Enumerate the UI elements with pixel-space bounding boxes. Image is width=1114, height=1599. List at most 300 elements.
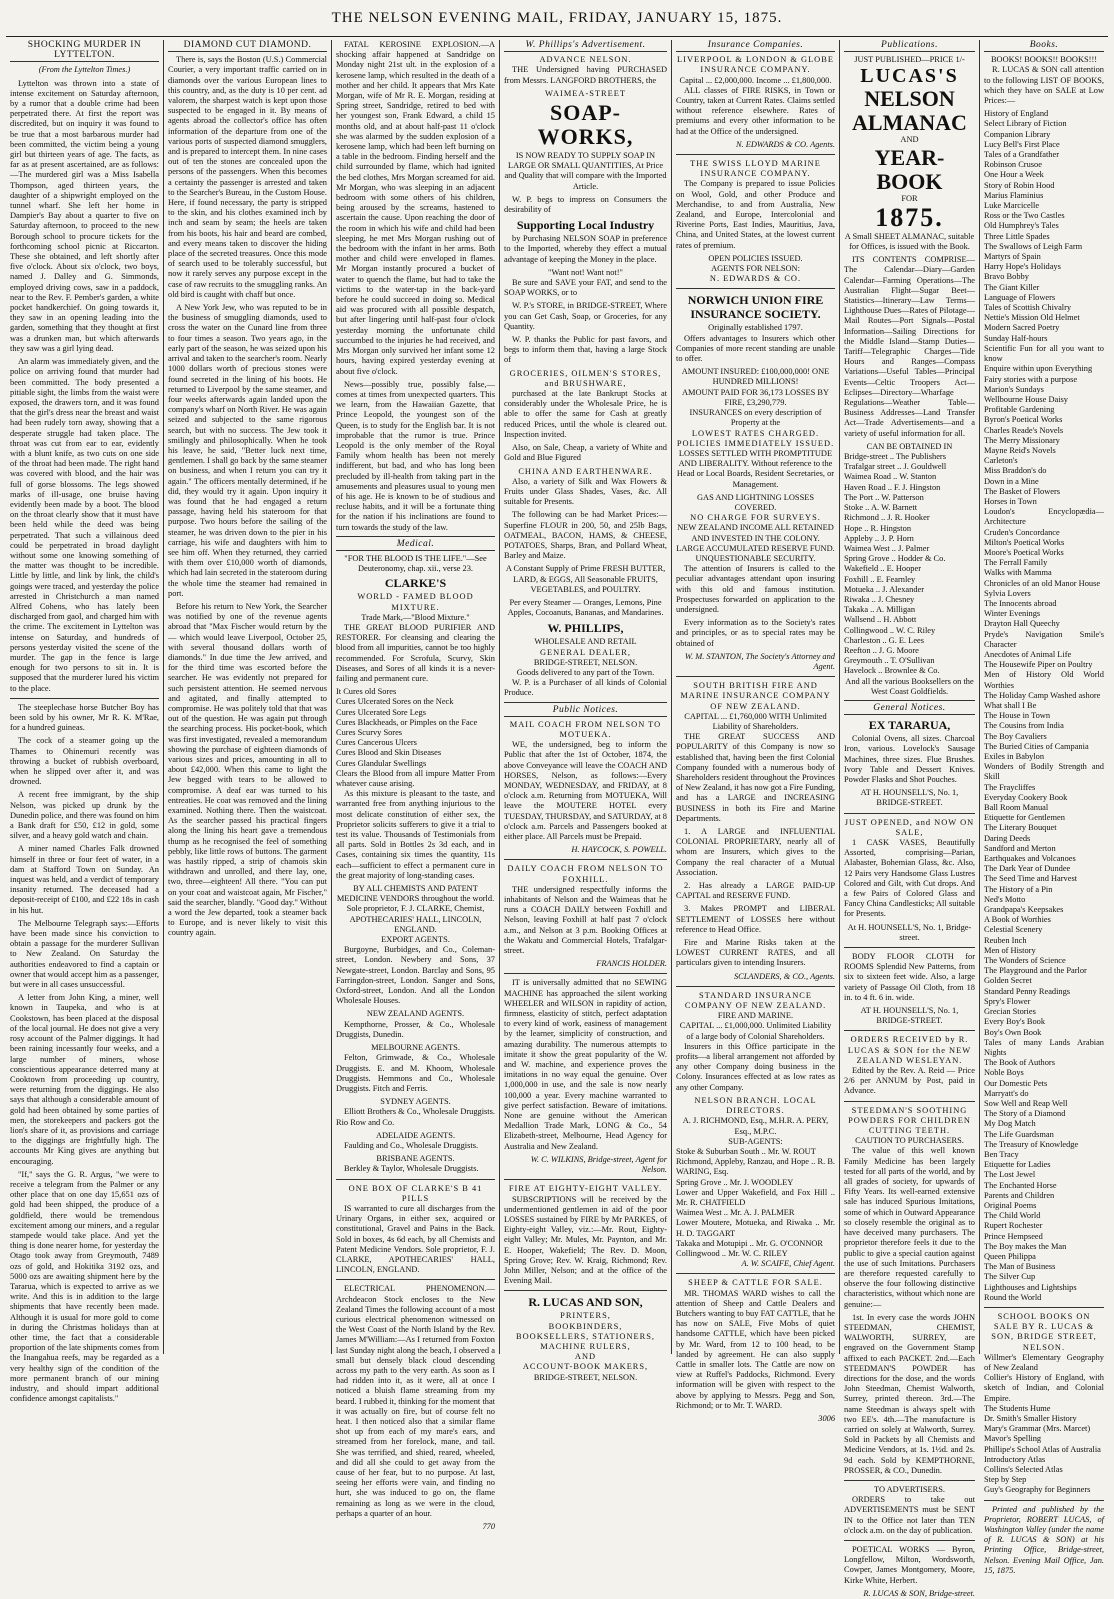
books-list (984, 109, 1104, 1303)
advertisers-text: ORDERS to take out ADVERTISEMENTS must be SENT IN to the Office not later than TEN o'clock a.m. on the day of publication. (844, 1495, 975, 1535)
book-title: The Book of Authors (984, 1058, 1055, 1068)
body-text: BODY FLOOR CLOTH for ROOMS Splendid New Patterns, from six to sixteen feet wide. Also, a large variety of Passage Oil Cloth, from 18 in. to 4 ft. 6 in. wide. (844, 952, 975, 1002)
book-title: Sunday Half-hours (984, 333, 1048, 343)
book-title: Etiquette for Ladies (984, 1160, 1051, 1170)
divider (844, 813, 975, 814)
bridge-street: BRIDGE-STREET, NELSON. (533, 657, 638, 667)
daily-coach-text: THE undersigned respectfully informs the inhabitants of Nelson and the Waimeas that he runs a COACH DAILY between Foxhill and Nelson, leaving Foxhill at half past 7 o'clock a.m., and Nelson at 3 p.m. Booking Offices at the Wakatu and Commercial Hotels, Trafalgar-street. (504, 884, 667, 956)
book-title: Men of History Old World Worthies (984, 670, 1104, 690)
policies-issued: POLICIES IMMEDIATELY ISSUED. (676, 438, 835, 448)
book-title: Our Domestic Pets (984, 1078, 1048, 1088)
book-title: The Fraycliffes (984, 782, 1036, 792)
nz-income: NEW ZEALAND INCOME ALL RETAINED AND INVESTED IN THE COLONY. (677, 523, 834, 543)
book-title: Dr. Smith's Smaller History (984, 1414, 1077, 1424)
liverpool-text: ALL classes of FIRE RISKS, in Town or Country, taken at Current Rates. Claims settled without reference elsewhere. Rates of premiums and every other information to be had at the Office of the undersigned. (676, 85, 835, 136)
cure-item: Cures Blackheads, or Pimples on the Face (336, 717, 478, 727)
divider (984, 1307, 1104, 1308)
publications-heading: Publications. (844, 40, 975, 52)
brisbane-heading: BRISBANE AGENTS. (376, 1154, 455, 1164)
poetical-text: POETICAL WORKS — Byron, Longfellow, Milton, Wordsworth, Cowper, James Montgomery, Moore, Kirke White, Herbert. (844, 1544, 975, 1585)
fire-title: FIRE AT EIGHTY-EIGHT VALLEY. (508, 1184, 663, 1194)
cure-item: It Cures old Sores (336, 687, 397, 697)
book-title: Bravo Bobby (984, 272, 1029, 282)
sewing-sign: W. C. WILKINS, Bridge-street, Agent for Nelson. (530, 1154, 667, 1175)
just-published: JUST PUBLISHED—PRICE 1/- (854, 55, 965, 65)
book-title: Moore's Poetical Works (984, 547, 1064, 557)
book-title: Anecdotes of Animal Life (984, 649, 1072, 659)
bookbinders: BOOKBINDERS, (548, 1321, 623, 1331)
constant-text: A Constant Supply of Prime FRESH BUTTER, LARD, & EGGS, All Seasonable FRUITS, VEGETABLES, and POULTRY. (505, 564, 666, 594)
book-title: The Lost Jewel (984, 1170, 1036, 1180)
kerosine-para: FATAL KEROSINE EXPLOSION.—A shocking affair happened at Sandridge on Monday night 21st ult. in the explosion of a kerosene lamp, which resulted in the death of a mother and her child. It appears that Mrs Kate Morgan, wife of Mr R. E. Morgan, residing at Spring street, Sandridge, retired to bed with her youngest son, Frank Edward, a child 15 months old, and at about half-past 11 o'clock she was alarmed by the sudden explosion of a kerosene lamp, which had been left burning on a table in the bedroom. Finding herself and the child surrounded by flame, which had ignited the bed clothes, Mrs Morgan screamed for aid. Mr Morgan, who was sleeping in an adjacent bedroom with some others of his children, being aroused by the screams, hastened to ascertain the cause. Upon reaching the door of the room in which his wife and child had been sleeping, he met Mrs Morgan rushing out of the bedroom with the infant in her arms. Both mother and child were enveloped in flames. Mr Morgan instantly procured a bucket of water to quench the flame, but had to take the victims to the water-tap in the back-yard before he could succeed in doing so. Medical aid was procured with all possible despatch, but after lingering until half-past four o'clock yesterday morning the unfortunate child succumbed to the injuries he had received, and Mrs Morgan only survived her infant some 12 hours, having expired yesterday evening at about five o'clock. (336, 40, 495, 376)
trademark: Trade Mark,—"Blood Mixture." (361, 612, 470, 622)
book-title: Nettie's Mission Old Helmet (984, 313, 1080, 323)
cure-item: Cures Ulcerated Sore Legs (336, 707, 426, 717)
divider (844, 1101, 975, 1102)
south-list-3: 3. Makes PROMPT and LIBERAL SETTLEMENT of LOSSES here without reference to Head Office. (676, 904, 835, 934)
book-title: Guy's Geography for Beginners (984, 1485, 1091, 1495)
nelson-branch: NELSON BRANCH. LOCAL DIRECTORS. (694, 1095, 817, 1116)
south-text: THE GREAT SUCCESS AND POPULARITY of this Company is now so established that, having been the first Colonial Company founded with a numerous body of Shareholders resident throughout the Provinces of New Zealand, it has now got a Fire Funding, and has a LARGE and INCREASING BUSINESS in both its Fire and Marine Departments. (676, 732, 835, 823)
hounsell-2: At H. HOUNSELL'S, No. 1, Bridge-street. (847, 922, 972, 942)
books-heading: Books. (984, 40, 1104, 52)
book-title: Tales of a Grandfather (984, 150, 1059, 160)
book-title: The Holiday Camp Washed ashore (984, 690, 1101, 700)
book-title: The Silver Cup (984, 1272, 1036, 1282)
book-title: The Boy makes the Man (984, 1241, 1067, 1251)
agent-row: Waimea West .. J. Palmer (844, 543, 930, 553)
book-title: Wonders of Bodily Strength and Skill (984, 762, 1104, 782)
just-opened: JUST OPENED, and NOW ON SALE, (844, 817, 975, 837)
book-title: Queen Philippa (984, 1251, 1036, 1261)
lowest-text: The following can be had Market Prices:—Superfine FLOUR in 200, 50, and 25lb Bags, OATMEAL, BACON, HAMS, & CHEESE, POTATOES, Sharps, Bran, and Pollard Wheat, Barley and Maize. (504, 510, 667, 561)
cure-item: Cures Blood and Skin Diseases (336, 748, 442, 758)
sheep-text: MR. THOMAS WARD wishes to call the attention of Sheep and Cattle Dealers and Butchers wanting to buy FAT CATTLE, that he has now on SALE, Five Mobs of quiet handsome CATTLE, which have been picked by Mr. Ward, from 12 to 100 head, to be landed by agreement. He can also supply Cattle in smaller lots. The Cattle are now on view at Ruffel's Paddocks, Richmond. Every information will be given with respect to the above by applying to Messrs. Pegg and Son, Richmond; or to Mr. T. WARD. (676, 1288, 835, 1410)
book-title: Tales of Scottish Chivalry (984, 303, 1072, 313)
orders: ORDERS RECEIVED by R. LUCAS & SON for the NEW ZEALAND WESLEYAN. (847, 1035, 972, 1065)
insurance-heading: Insurance Companies. (676, 40, 835, 52)
attention-text: The attention of Insurers is called to the peculiar advantages attendant upon insuring with this old and famous institution. Prospectuses forwarded on application to the undersigned. (676, 564, 835, 614)
book-title: History of England (984, 109, 1049, 119)
blood-quote: "FOR THE BLOOD IS THE LIFE."—See Deuteronomy, chap. xii., verse 23. (344, 553, 487, 574)
school-books-heading: SCHOOL BOOKS ON SALE BY R. LUCAS & SON, BRIDGE STREET, NELSON. (991, 1311, 1097, 1352)
book-title: The Life Guardsman (984, 1129, 1054, 1139)
book-title: The History of a Pin (984, 884, 1053, 894)
book-title: The Story of a Diamond (984, 1109, 1066, 1119)
book-title: Chronicles of an old Manor House (984, 578, 1101, 588)
account-book: ACCOUNT-BOOK MAKERS, (522, 1362, 649, 1372)
book-title: The Literary Bouquet (984, 823, 1057, 833)
daily-coach-title: DAILY COACH FROM NELSON TO FOXHILL. (507, 864, 664, 884)
adelaide-text: Faulding and Co., Wholesale Druggists. (344, 1140, 479, 1150)
book-title: One Hour a Week (984, 170, 1044, 180)
book-title: Etiquette for Gentlemen (984, 813, 1065, 823)
sub-agent: Lower and Upper Wakefield, and Fox Hill .. Mr. R. CHATFIELD (676, 1187, 835, 1207)
contents-text: ITS CONTENTS COMPRISE—The Calendar—Diary—Garden Calendar—Farming Operations—The Australian Flight—Sugar Beet—Statistics—Itinerary—Law Terms—Lighthouse Dues—Rates of Pilotage—Mail Routes—Port Signals—Postal Information—Sailing Directions for the Middle Island—Stamp Duties—Tariff—Telegraphic Charges—Tide Hours and Ranges—Compass Variations—Useful Tables—Principal Events—Celtic Troopers Act—Eclipses—Directory—Wharfage Regulations—Weather Table—Business Addresses—Land Transfer Act—Trade Advertisements—and a variety of useful information for all. (844, 255, 975, 438)
norwich-text: Offers advantages to Insurers which other Companies of more recent standing are unable to offer. (676, 333, 835, 364)
news-item-3: A recent free immigrant, by the ship Nelson, was picked up drunk by the Dunedin police, and there was found on him a Bank draft for £50, £12 in gold, some silver, and a heavy gold watch and chain. (10, 790, 159, 841)
sheep-title: SHEEP & CATTLE FOR SALE. (688, 1278, 823, 1288)
book-title: Wellbourne House Daisy (984, 394, 1068, 404)
divider (984, 1500, 1104, 1501)
advance-nelson: ADVANCE NELSON. (539, 55, 632, 65)
hounsell-3: AT H. HOUNSELL'S, No. 1, BRIDGE-STREET. (860, 1006, 959, 1026)
book-title: Story of Robin Hood (984, 180, 1055, 190)
book-title: The Seed Time and Harvest (984, 874, 1078, 884)
groceries: GROCERIES, OILMEN'S STORES, and BRUSHWARE, (509, 368, 662, 388)
caution-tail: 1st. In every case the words JOHN STEEDMAN, CHEMIST, WALWORTH, SURREY, are engraved on the Government Stamp affixed to each PACKET. 2nd.—Each STEEDMAN'S POWDER has directions for the dose, and the words John Steedman, Chemist Walworth, Surrey, printed thereon. 3rd.—The name Steedman is always spelt with two EE's. 4th.—The manufacture is carried on solely at Walworth, Surrey. Sold in Packets by all Chemists and Medicine Vendors, at 1s. 1½d. and 2s. 9d each. Sold by KEMPTHORNE, PROSSER, & CO., Dunedin. (844, 1312, 975, 1475)
purchased-text: purchased at the late Bankrupt Stocks at considerably under the Wholesale Price, he is able to offer the same for Cash at greatly reduced Prices, until the whole is cleared out. Inspection invited. (504, 389, 667, 439)
book-title: Scientific Fun for all you want to know (984, 343, 1104, 364)
divider (844, 1540, 975, 1541)
fire-text: SUBSCRIPTIONS will be received by the undermentioned gentlemen in aid of the poor LOSSES sustained by FIRE by Mr PARKES, of Eighty-eight Valley, viz.:—Mr. Rout, Eighty-eight Valley; Mr. Mules, Mr. Paynton, and Mr. E. Hooper, Wakefield; The Rev. D. Moon, Spring Grove; Rev. W. Kraig, Richmond; Rev. John Miller, Nelson; and at the office of the Evening Mail. (504, 1194, 667, 1286)
book-title: Robinson Crusoe (984, 160, 1042, 170)
pills-heading: ONE BOX OF CLARKE'S B 41 PILLS (348, 1183, 483, 1203)
china: CHINA AND EARTHENWARE. (518, 466, 653, 476)
book-title: Every Boy's Book (984, 1017, 1046, 1027)
year-1875: 1875. (875, 202, 944, 232)
adelaide-heading: ADELAIDE AGENTS. (375, 1130, 456, 1140)
book-title: Lighthouses and Lightships (984, 1282, 1077, 1292)
norwich-established: Originally established 1797. (708, 323, 803, 333)
book-title: Men of History (984, 945, 1036, 955)
general-dealer: GENERAL DEALER, (540, 647, 631, 657)
sub-agent: Spring Grove .. Mr. J. WOODLEY (676, 1177, 794, 1187)
book-title: The Students Hume (984, 1403, 1051, 1413)
columns (6, 40, 1108, 1598)
divider (676, 288, 835, 289)
wholesale: WHOLESALE AND RETAIL (534, 637, 637, 647)
book-title: Daring Deeds (984, 833, 1031, 843)
book-title: Ball Room Manual (984, 803, 1049, 813)
agent-row: The Port .. W. Patterson (844, 492, 924, 502)
standard-fm: FIRE AND MARINE. (717, 1011, 794, 1021)
proprietor: Sole proprietor, F. J. CLARKE, Chemist, APOTHECARIES' HALL, LINCOLN, ENGLAND. (346, 904, 485, 934)
diamond-para-3: Before his return to New York, the Searcher was notified by one of the revenue agents abroad that "Max Fischer would return by the — which would leave Liverpool, October 25, with several thousand dollars worth of diamonds." In due time the Jew arrived, and for the third time was escorted before the searcher. He was evidently not prepared for such persistent attention. He seemed nervous and agitated, and finally attempted to compromise. He was politely told that that was out of the question. He was again put through the searching process. His pocket-book, which was first investigated, revealed a memorandum showing the purchase of eighteen diamonds of various sizes and prices, amounting in all to about £42,000. When this came to light the Jew begged with tears to be allowed to compromise. A deaf ear was turned to his entreaties. He coat was removed and the lining examined. Nothing there. Then the waistcoat. As the searcher passed his practical fingers along the lining his heart gave a tremendous thump as he recognised the feel of something pebbly, like little rows of buttons. The garment was hastily ripped, a strip of chamois skin withdrawn and unrolled, and there lay, one, two, three—eighteen! All there. "You can put on your coat and waistcoat again, Mr Fischer," said the searcher, blandly. "Good day." Without a word the Jew departed, took a steamer back to Europe, and is never likely to visit this country again. (168, 601, 327, 938)
liverpool-title: LIVERPOOL & LONDON & GLOBE INSURANCE COMPANY. (677, 55, 834, 75)
book-title: Tales of many Lands Arabian Nights (984, 1037, 1104, 1057)
mail-coach-sign: H. HAYCOCK, S. POWELL. (571, 845, 667, 855)
book-title: The Man of Business (984, 1262, 1056, 1272)
column-1 (6, 40, 164, 1404)
wp-name: W. PHILLIPS, (547, 621, 624, 636)
divider (676, 986, 835, 987)
mail-coach-title: MAIL COACH FROM NELSON TO MOTUEKA. (509, 719, 662, 739)
sydney-heading: SYDNEY AGENTS. (380, 1097, 451, 1107)
agent-row: Appleby .. J. P. Horn (844, 533, 914, 543)
book-title: Winter Evenings (984, 609, 1041, 619)
agent-row: Collingwood .. W. C. Riley (844, 625, 936, 635)
book-title: Byron's Poetical Works (984, 415, 1063, 425)
news-item-7: "If," says the G. R. Argus, "we were to receive a telegram from the Palmer or any other place that on one day 15,651 ozs of gold had been shipped, the produce of a goldfield, there would be tremendous excitement among our miners, and a regular stampede would take place. And yet the thing is done nearer home, for yesterday the Otago took away from Greymouth, 7489 ozs of gold, and Hokitika 3192 ozs, and 5000 ozs are awaiting shipment here by the Tararua, which is expected to arrive as we write. And this is in addition to the large shipments that have recently been made. Although it is usual for more gold to come in during the Christmas holidays than at other time, the fact that a considerable proportion of the late shipments comes from the Inangahua reefs, may be regarded as a very healthy sign of the condition of the more permanent branch of our mining industry, and should impart additional confidence amongst capitalists." (10, 1169, 159, 1404)
cure-item: Cures Cancerous Ulcers (336, 738, 417, 748)
book-title: Grandpapa's Keepsakes (984, 905, 1064, 915)
book-title: Miss Braddon's do (984, 466, 1047, 476)
sub-agent: Stoke & Suburban South .. Mr. W. ROUT (676, 1146, 816, 1156)
nz-agents-heading: NEW ZEALAND AGENTS. (366, 1009, 465, 1019)
sydney-text: Elliott Brothers & Co., Wholesale Druggists. Rio Row and Co. (336, 1107, 495, 1127)
sub-agent: Lower Moutere, Motueka, and Riwaka .. Mr. H. D. TAGGART (676, 1218, 835, 1238)
book-title: Prince Hempseed (984, 1231, 1043, 1241)
agent-row: Hope .. R. Hingston (844, 523, 911, 533)
column-3 (332, 40, 500, 1532)
folio: 770 (482, 1522, 495, 1532)
agent-row: Reefton .. J. G. Moore (844, 645, 919, 655)
nz-agents-text: Kempthorne, Prosser, & Co., Wholesale Druggists, Dunedin. (336, 1019, 495, 1039)
security: UNQUESTIONABLE SECURITY. (695, 553, 816, 563)
colonial-text: W. P. is a Purchaser of all kinds of Colonial Produce. (504, 678, 667, 698)
sub-agents-heading: SUB-AGENTS: (728, 1136, 783, 1146)
book-title: Sylvia Lovers (984, 588, 1031, 598)
liverpool-capital: Capital ... £2,000,000. Income ... £1,800,000. (679, 75, 832, 85)
book-title: Old Humphrey's Tales (984, 221, 1059, 231)
book-title: Earthquakes and Volcanoes (984, 854, 1076, 864)
steedman: STEEDMAN'S SOOTHING POWDERS FOR CHILDREN CUTTING TEETH. (848, 1105, 971, 1136)
book-title: The Ferrall Family (984, 558, 1048, 568)
sub-agent: Takaka and Motupipi .. Mr. G. O'CONNOR (676, 1238, 824, 1248)
export-text: Burgoyne, Burbidges, and Co., Coleman-street, London. Newbery and Sons, 37 Newgate-street, London. Barclay and Sons, 95 Farringdon-street, London. Sanger and Sons, Oxford-street, London. And all the London Wholesale Houses. (336, 945, 495, 1006)
book-title: Marion's Sundays (984, 384, 1044, 394)
book-title: Profitable Gardening (984, 405, 1055, 415)
lucas-printers-name: R. LUCAS AND SON, (528, 1295, 643, 1310)
agent-row: Takaka .. A. Milligan (844, 605, 916, 615)
book-title: The Treasury of Knowledge (984, 1139, 1079, 1149)
column-6 (840, 40, 980, 1598)
amount-insured: AMOUNT INSURED: £100,000,000! ONE HUNDRED MILLIONS! (681, 367, 830, 387)
column-2 (164, 40, 332, 1354)
masthead-rule (6, 36, 1108, 37)
divider (504, 1179, 667, 1180)
book-title: The Swallows of Leigh Farm (984, 241, 1083, 251)
cure-item: Cures Scurvy Sores (336, 728, 403, 737)
amount-paid: AMOUNT PAID FOR 36,173 LOSSES BY FIRE, £3,290,779. (681, 387, 830, 407)
divider (504, 973, 667, 974)
undersigned: THE Undersigned having PURCHASED from Messrs. LANGFORD BROTHERS, the (504, 65, 667, 85)
edwards-name: N. EDWARDS & CO. (709, 274, 802, 284)
books-line: BOOKS! BOOKS!! BOOKS!!! (990, 55, 1098, 65)
book-title: Celestial Scenery (984, 925, 1043, 935)
book-title: The Buried Cities of Campania (984, 741, 1089, 751)
book-title: Ned's Motto (984, 894, 1026, 904)
divider (336, 1279, 495, 1280)
mail-coach-text: WE, the undersigned, beg to inform the Public that after the 1st of October, 1874, the above Conveyance will leave the COACH AND HORSES, Nelson, as follows:—Every MONDAY, WEDNESDAY, and FRIDAY, at 8 o'clock a.m. Returning from MOTUEKA, Will leave the MOUTERE HOTEL every TUESDAY, THURSDAY, and SATURDAY, at 8 o'clock a.m. Parcels and Passengers booked at either place. All Parcels must be Prepaid. (504, 740, 667, 841)
and-word: AND (900, 135, 919, 145)
caution-heading: CAUTION TO PURCHASERS. (855, 1136, 964, 1146)
directors: A. J. RICHMOND, Esq., M.H.R. A. PERY, Esq., M.P.C. (682, 1116, 829, 1136)
cure-item: Clears the Blood from all impure Matter From whatever cause arising. (336, 768, 495, 789)
edwards-agents: N. EDWARDS & CO. Agents. (735, 139, 835, 149)
book-title: Spry's Flower (984, 996, 1031, 1006)
book-title: Luke Marcicelle (984, 201, 1040, 211)
silk-text: Also, a variety of Silk and Wax Flowers & Fruits under Glass Shades, Vases, &c. All suitable for Presents. (504, 476, 667, 507)
ex-tararua: EX TARARUA, (868, 718, 951, 733)
ex-text: Colonial Ovens, all sizes. Charcoal Iron, various. Lovelock's Sausage Machines, three sizes. Flue Brushes. Ivory Table and Dessert Knives. Powder Flasks and Shot Pouches. (844, 734, 975, 784)
lowest-rates: LOWEST RATES CHARGED. (691, 428, 820, 438)
book-title: My Dog Match (984, 1119, 1036, 1129)
fire-marine-text: Fire and Marine Risks taken at the LOWEST CURRENT RATES, and all particulars given to intending Insurers. (676, 938, 835, 968)
book-title: Martyrs of Spain (984, 252, 1041, 262)
sold-by: BY ALL CHEMISTS AND PATENT MEDICINE VENDORS throughout the world. (336, 884, 495, 904)
booksellers: BOOKSELLERS, STATIONERS, (516, 1331, 655, 1341)
book-title: The Cousins from India (984, 721, 1064, 731)
sclanders-sign: SCLANDERS, & CO., Agents. (733, 971, 835, 981)
public-notices-heading: Public Notices. (504, 702, 667, 717)
agent-row: Spring Grove .. Hodder & Co. (844, 554, 946, 564)
book-title: Step by Step (984, 1475, 1027, 1485)
store-text: W. P.'s STORE, in BRIDGE-STREET, Where you can Get Cash, Soap, or Groceries, for any Quantity. (504, 301, 667, 331)
book-title: What shall I Be (984, 701, 1037, 710)
norwich-title: NORWICH UNION FIRE INSURANCE SOCIETY. (687, 293, 824, 322)
goods-delivered: Goods delivered to any part of the Town. (516, 667, 655, 677)
book-title: Carleton's (984, 456, 1018, 466)
lucas-books-text: R. LUCAS & SON call attention to the following LIST OF BOOKS, which they have on SALE at Low Prices:— (984, 65, 1104, 106)
agent-row: Greymouth .. T. O'Sullivan (844, 656, 935, 666)
book-title: Marius Flaminius (984, 190, 1044, 200)
sub-agent: Collingwood .. Mr. W. C. RILEY (676, 1248, 788, 1258)
sure-text: Be sure and SAVE your FAT, and send to the SOAP WORKS, or to (504, 278, 667, 298)
clarke-title: CLARKE'S (384, 576, 447, 591)
purifier-text: THE GREAT BLOOD PURIFIER AND RESTORER. For cleansing and clearing the blood from all impurities, cannot be too highly recommended. For Scrofula, Scurvy, Skin Diseases, and Sores of all kinds it is a never-failing and permanent cure. (336, 622, 495, 683)
column-4 (500, 40, 672, 1382)
and-word: AND (574, 1352, 597, 1362)
book-title: Lucy Bell's First Place (984, 139, 1060, 149)
melb-text: Felton, Grimwade, & Co., Wholesale Druggists. E. and M. Khoom, Wholesale Druggists. Hemmons and Co., Wholesale Druggists. Fitch and Ferris. (336, 1053, 495, 1093)
murder-heading: SHOCKING MURDER IN LYTTELTON. (10, 40, 159, 62)
book-title: The Boy Cavaliers (984, 731, 1047, 741)
book-title: Introductory Atlas (984, 1454, 1046, 1464)
agent-row: Wakefield .. E. Hooper (844, 564, 921, 574)
reserve-fund: LARGE ACCUMULATED RESERVE FUND. (676, 543, 835, 553)
diamond-para-2: A New York Jew, who was reputed to be in the business of smuggling diamonds, used to cross the water on the Cunard line from three to four times a season. Two years ago, in the early part of the season, he was seized upon his arrival and taken to the searcher's room. Nearly 1000 dollars worth of precious stones were found secreted in the lining of his boots. He returned to Liverpool by the same steamer, and four weeks afterwards again landed upon the company's wharf on North River. He was again seized and subjected to the same rigorous search, but with no success. The Jew took it smilingly and philosophically. When he took his leave, he said, "Better luck next time, gentlemen. I shall go back by the same steamer on business, and when I return you can try it again." The officers mentally determined, if he did, they would try it again. Upon inquiry it was found that he had engaged a return passage, having held his stateroom for that purpose. Two hours before the sailing of the steamer, he was driven down to the pier in his carriage, his wife and daughters with him to see him off. When they returned, they carried with them over £10,000 worth of diamonds, which had lain secreted in the stateroom during the whole time the steamer had remained in port. (168, 303, 327, 598)
losses-text: LOSSES SETTLED WITH PROMPTITUDE AND LIBERALITY. Without reference to the Head or Local Boards, Resident Secretaries, or Management. (676, 448, 835, 489)
agent-row: Haven Road .. F. J. Hingston (844, 482, 941, 492)
book-title: Modern Sacred Poetry (984, 323, 1060, 333)
no-charge: NO CHARGE FOR SURVEYS. (690, 513, 821, 523)
printers: PRINTERS, (560, 1311, 611, 1321)
brisbane-text: Berkley & Taylor, Wholesale Druggists. (344, 1164, 479, 1174)
school-books-list (984, 1353, 1104, 1496)
agents-list (844, 452, 975, 676)
supporting-title: Supporting Local Industry (516, 218, 655, 233)
diamond-heading: DIAMOND CUT DIAMOND. (168, 40, 327, 52)
book-title: Boy's Own Book (984, 1027, 1042, 1037)
book-title: Mayne Reid's Novels (984, 445, 1056, 455)
divider (844, 947, 975, 948)
obtained-heading: CAN BE OBTAINED IN (866, 441, 953, 451)
book-title: Sow Well and Reap Well (984, 1098, 1068, 1108)
begs-text: W. P. begs to impress on Consumers the desirability of (504, 194, 667, 215)
murder-para-2: An alarm was immediately given, and the police on arriving found that murder had been committed. The body presented a pitiable sight, the limbs from the waist were exposed, the drawers torn, and it was found that the girl's dress near the breast and waist had been rudely torn away, showing that a desperate struggle had taken place. The throat was cut from ear to ear, evidently with a blunt knife, as two cuts on one side of the throat had been made. The right hand was covered with blood, and the hair was full of gorse blossoms. The legs showed marks of ill-usage, one bruise having evidently been made by a boot. The blood on the throat clearly show that it must have been held while the deed was being perpetrated. That such a villainous deed could be perpetrated in broad daylight without some one knowing something of the matter was thought to be incredible. Little by little, and link by link, the child's goings were traced, and yesterday the police arrested in Christchurch a man named Alfred Cohens, who has lately been discharged from gaol, and charged him with the crime. The excitement in Lyttelton was intense on Saturday, and hundreds of persons yesterday visited the scene of the murder. The gap in the fence is large enough for two persons to sit in. It is supposed that the murderer lured his victim to the place. (10, 357, 159, 693)
book-title: Drayton Hall Queechy (984, 619, 1060, 629)
book-title: Charles Reade's Novels (984, 425, 1064, 435)
south-capital: CAPITAL ... £1,760,000 WITH Unlimited Liability of Shareholders. (684, 711, 827, 731)
south-british-title: SOUTH BRITISH FIRE AND MARINE INSURANCE COMPANY OF NEW ZEALAND. (680, 681, 831, 711)
caution-text: The value of this well known Family Medicine has been largely tested for all parts of the world, and by all grades of society, for upwards of Fifty Years. Its well-earned extensive sale has induced Spurious Imitations, some of which in Outward Appearance so closely resemble the original as to have deceived many purchasers. The proprietor therefore feels it due to the public to give a special caution against the use of such Imitations. Purchasers are therefore requested carefully to observe the four following distinctive characteristics, without which none are genuine:— (844, 1146, 975, 1309)
book-title: Rupert Rochester (984, 1221, 1043, 1231)
book-title: The Innocents abroad (984, 598, 1057, 608)
advertisers-heading: TO ADVERTISERS. (873, 1484, 945, 1494)
book-title: The Merry Missionary (984, 435, 1060, 445)
divider (10, 698, 159, 699)
lucass: LUCAS'S (860, 65, 959, 88)
agent-row: Riwaka .. J. Chesney (844, 594, 915, 604)
murder-source: (From the Lyttelton Times.) (38, 65, 131, 75)
divider (676, 154, 835, 155)
book-title: Grecian Stories (984, 1007, 1036, 1017)
book-title: Collier's History of England, with sketch of Indian, and Colonial Empire. (984, 1373, 1104, 1403)
phillips-heading: W. Phillips's Advertisement. (504, 40, 667, 52)
electric-para: ELECTRICAL PHENOMENON.—Archdeacon Stock encloses to the New Zealand Times the following account of a most curious electrical phenomenon witnessed on the West Coast of the North Island by the Rev. James M'William:—As I returned from Foxton last Sunday night along the beach, I observed a small but densely black cloud descending across my path to the very earth. As soon as I had ridden into it, as it were, all at once I noticed a bluish flame streaming from my beard. I rubbed it, thinking for the moment that it was actually on fire, but of course felt no heat. I then noticed also that a similar flame shot up from each of my mare's ears, and streamed from her forelock, mane, and tail. She was terrified, and shied, reared, wheeled, and did all she could to get away from the cause of her fear, but to no purpose. At last, seeing her efforts were vain, and finding no hurt, she was induced to go on, the flame remaining as long as we were in the cloud, perhaps a quarter of an hour. (336, 1284, 495, 1518)
agent-row: Foxhill .. E. Fearnley (844, 574, 916, 584)
agent-row: Havelock .. Brownlee & Co. (844, 666, 940, 676)
book-title: Everyday Cookery Book (984, 792, 1068, 802)
medical-heading: Medical. (336, 536, 495, 551)
book-title: Ben Tracy (984, 1149, 1019, 1159)
gas-lightning: GAS AND LIGHTNING LOSSES COVERED. (696, 492, 815, 512)
book-title: Phillipe's School Atlas of Australia (984, 1444, 1101, 1454)
book-title: Harry Hope's Holidays (984, 262, 1061, 272)
sheet-almanac: A Small SHEET ALMANAC, suitable for Offices, is issued with the Book. (844, 231, 975, 252)
book-title: Exiles in Babylon (984, 752, 1045, 762)
book-title: Walks with Mamma (984, 568, 1052, 578)
sub-agents-list (676, 1147, 835, 1259)
book-title: Collins's Selected Atlas (984, 1465, 1063, 1475)
divider (844, 1030, 975, 1031)
south-list-1: 1. A LARGE and INFLUENTIAL COLONIAL PROPRIETARY, nearly all of whom are Insurers, which gives to the Company the real character of a Mutual Association. (676, 827, 835, 877)
for-word: FOR (901, 193, 918, 203)
all-agents: And all the various Booksellers on the West Coast Goldfields. (845, 676, 974, 696)
divider (676, 1273, 835, 1274)
book-title: Marryatt's do (984, 1088, 1029, 1098)
divider (504, 859, 667, 860)
agent-row: Wallsend .. H. Abbott (844, 615, 917, 625)
scaife-sign: A. W. SCAIFE, Chief Agent. (741, 1259, 835, 1269)
book-title: Round the World (984, 1292, 1042, 1302)
book-title: The Enchanted Horse (984, 1180, 1057, 1190)
book-title: The Wonders of Science (984, 956, 1066, 966)
agent-row: Charleston .. G. E. Lees (844, 635, 925, 645)
blood-mixture-title: WORLD - FAMED BLOOD MIXTURE. (357, 592, 474, 612)
murder-para-1: Lyttelton was thrown into a state of intense excitement on Saturday afternoon, by a rumor that a double crime had been perpetrated there. At first the report was discredited, but on inquiry it was found to be true that a most barbarous murder had been committed, the victim being a young girl but thirteen years of age. The facts, as far as at present ascertained, are as follows:—The murdered girl was a Miss Isabella Thompson, aged thirteen years, the daughter of a shipwright employed on the tunnel wharf. She left her home in Dampier's Bay about a quarter to five on Saturday afternoon, to proceed to the new Borough school to procure tickets for the forthcoming school picnic at Riccarton. These she obtained, and left shortly after five o'clock. About six o'clock, two boys, named J. Dalley and G. Simmonds, employed driving cows, saw in a paddock, near to the Rev. F. Pember's garden, a white pocket handkerchief. On going towards it, they saw in an opening leading into the garden, something that they thought at first was a drunken man, but which afterwards they saw was a girl lying dead. (10, 78, 159, 353)
leopold-para: News—possibly true, possibly false,—comes at times from unexpected quarters. This we learn, from the Hawaiian Gazette, that Prince Leopold, the youngest son of the Queen, is to study for the English bar. It is not improbable that the rumor is true. Prince Leopold is the only member of the Royal Family whom health has been not merely indifferent, but bad, and who has long been precluded by ill-health from taking part in the amusements and pleasures usual to young men of his age. He is known to be of studious and recluse habits, and it will be a fortunate thing for the nation if his inclinations are found to turn towards the study of the law. (336, 379, 495, 532)
soap-text: IS NOW READY TO SUPPLY SOAP IN LARGE OR SMALL QUANTITIES, At Price and Quality that will compare with the Imported Article. (504, 151, 667, 191)
agents-for-nelson: AGENTS FOR NELSON: (711, 264, 800, 274)
thanks-text: W. P. thanks the Public for past favors, and begs to inform them that, having a large Stock of (504, 335, 667, 365)
book-title: Fairy stories with a purpose (984, 374, 1078, 384)
imprint: Printed and published by the Proprietor, ROBERT LUCAS, of Washington Valley (under the name of R. LUCAS & SON) at his Printing Office, Bridge-street, Nelson. Evening Mail Office, Jan. 15, 1875. (984, 1504, 1104, 1575)
sewing-text: IT is universally admitted that no SEWING MACHINE has approached the silent working WHEELER and WILSON in rapidity of action, firmness, elasticity of stitch, perfect adaptation to every kind of work, easiness of management by the learner, simplicity of construction, and amazing durability. The numerous attempts to imitate it show the great popularity of the W. and W. machine, and experience proves the imitations in no way equal the genuine. Over 1,000,000 in use, and the sale is now nearly 100,000 a year. Every machine warranted to give perfect satisfaction. Beware of imitations. None are genuine without the American Medallion Trade Mark, LONG & Co., 54 Elizabeth-street, Melbourne, Head Agency for Australia and New Zealand. (504, 978, 667, 1151)
book-title: Down in a Mine (984, 476, 1039, 486)
agent-row: Trafalgar street .. J. Gouldwell (844, 462, 947, 472)
divider (336, 1179, 495, 1180)
column-7 (980, 40, 1108, 1575)
nelson-almanac: NELSON ALMANAC (852, 86, 967, 136)
crates-text: 1 CASK VASES, Beautifully Assorted, comprising—Parian, Alabaster, Bohemian Glass, &c. Also, 12 Pairs very Handsome Glass Lustres Colored and Gilt, with Cut drops. And a few Pairs of Colored Glass and Fancy China Candlesticks; All suitable for Presents. (844, 837, 975, 919)
book-title: A Book of Worthies (984, 915, 1051, 925)
divider (504, 1290, 667, 1291)
every-text: Every information as to the Society's rates and principles, or as to special rates may be obtained of (676, 618, 835, 648)
book-title: The Giant Killer (984, 282, 1040, 292)
news-item-1: The steeplechase horse Butcher Boy has been sold by his owner, Mr R. K. M'Rae, for a hundred guineas. (10, 702, 159, 733)
book-title: Ross or the Two Castles (984, 211, 1065, 221)
agent-row: Bridge-street .. The Publishers (844, 452, 946, 462)
standard-capital: CAPITAL ... £1,000,000. Unlimited Liability of a large body of Colonial Shareholders. (679, 1021, 832, 1041)
waimea-street: WAIMEA-STREET (545, 88, 626, 98)
book-title: Sandford and Merton (984, 843, 1056, 853)
standard-title: STANDARD INSURANCE COMPANY OF NEW ZEALAND. (684, 990, 827, 1011)
book-title: Golden Secret (984, 976, 1032, 986)
per-steamer: Per every Steamer — Oranges, Lemons, Pine Apples, Cocoanuts, Bananas, and Mandarines. (507, 597, 664, 618)
